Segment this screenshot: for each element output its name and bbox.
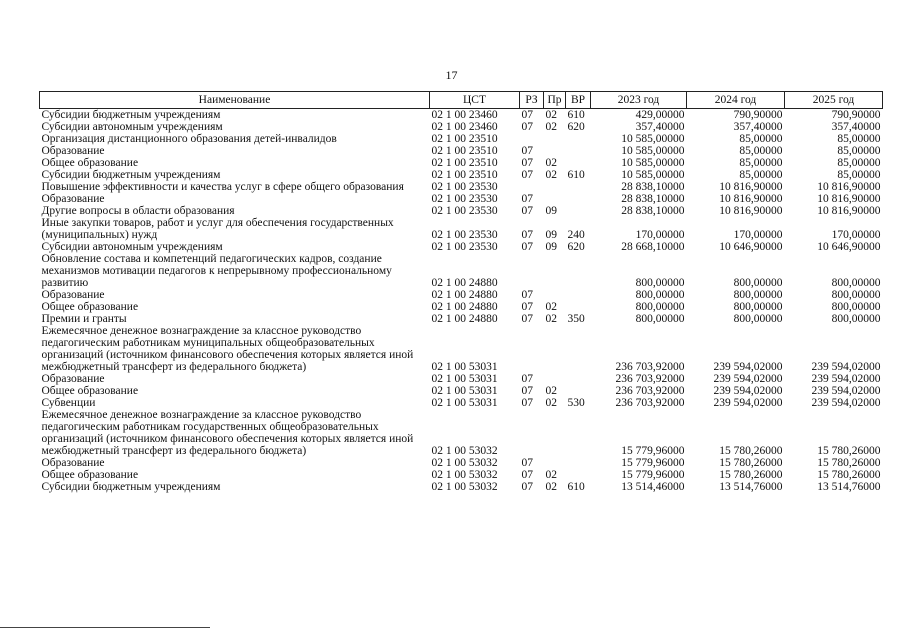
cell-vr [566, 469, 591, 481]
cell-2024: 85,00000 [739, 145, 783, 157]
table-row [40, 121, 883, 133]
table-row [40, 169, 883, 181]
cell-2025: 170,00000 [831, 229, 881, 241]
cell-pr: 02 [545, 385, 557, 397]
cell-2024: 10 816,90000 [719, 193, 783, 205]
cell-rz: 07 [521, 193, 533, 205]
cell-name: Общее образование [41, 157, 139, 169]
cell-2024: 357,40000 [733, 121, 783, 133]
table-row [40, 397, 883, 409]
cell-2023: 28 838,10000 [621, 205, 685, 217]
column-header-name: Наименование [40, 92, 430, 109]
cell-2023: 10 585,00000 [621, 169, 685, 181]
cell-pr [544, 133, 566, 145]
cell-cst: 02 1 00 24880 [431, 289, 498, 301]
cell-pr: 02 [545, 109, 557, 121]
cell-pr [544, 145, 566, 157]
cell-2024: 15 780,26000 [719, 457, 783, 469]
cell-cst: 02 1 00 23460 [431, 121, 498, 133]
cell-cst: 02 1 00 23510 [431, 169, 498, 181]
cell-rz: 07 [521, 469, 533, 481]
cell-2023: 15 779,96000 [621, 445, 685, 457]
cell-pr [544, 181, 566, 193]
table-row [40, 241, 883, 253]
cell-cst: 02 1 00 23510 [431, 145, 498, 157]
cell-rz: 07 [521, 457, 533, 469]
cell-2023: 28 668,10000 [621, 241, 685, 253]
table-row [40, 373, 883, 385]
cell-rz: 07 [521, 313, 533, 325]
cell-vr: 350 [567, 313, 585, 325]
cell-2024: 15 780,26000 [719, 445, 783, 457]
cell-vr [566, 289, 591, 301]
cell-2023: 10 585,00000 [621, 133, 685, 145]
cell-2025: 85,00000 [837, 157, 881, 169]
cell-2024: 800,00000 [733, 301, 783, 313]
cell-vr [566, 253, 591, 289]
budget-table [39, 91, 883, 493]
cell-name: Общее образование [41, 385, 139, 397]
table-row [40, 481, 883, 493]
cell-2023: 429,00000 [635, 109, 685, 121]
cell-pr: 02 [545, 313, 557, 325]
cell-2023: 10 585,00000 [621, 157, 685, 169]
cell-2025: 10 816,90000 [817, 181, 881, 193]
cell-rz: 07 [521, 229, 533, 241]
cell-vr: 620 [567, 121, 585, 133]
cell-2023: 170,00000 [635, 229, 685, 241]
cell-vr: 610 [567, 169, 585, 181]
cell-2023: 357,40000 [635, 121, 685, 133]
cell-pr [544, 373, 566, 385]
cell-cst: 02 1 00 53032 [431, 469, 498, 481]
cell-vr [566, 133, 591, 145]
cell-2024: 85,00000 [739, 157, 783, 169]
cell-cst: 02 1 00 23510 [431, 133, 498, 145]
cell-name: Образование [41, 457, 105, 469]
cell-pr: 02 [545, 301, 557, 313]
cell-pr [544, 253, 566, 289]
cell-2025: 15 780,26000 [817, 445, 881, 457]
cell-name: Субсидии автономным учреждениям [41, 241, 223, 253]
cell-2023: 28 838,10000 [621, 181, 685, 193]
cell-2024: 790,90000 [733, 109, 783, 121]
cell-cst: 02 1 00 23530 [431, 229, 498, 241]
table-row [40, 145, 883, 157]
table-row [40, 385, 883, 397]
column-header-2024: 2024 год [687, 92, 785, 109]
cell-vr [566, 373, 591, 385]
cell-rz: 07 [521, 205, 533, 217]
column-header-2025: 2025 год [785, 92, 883, 109]
cell-pr: 02 [545, 481, 557, 493]
cell-cst: 02 1 00 53031 [431, 385, 498, 397]
table-row [40, 409, 883, 457]
cell-name: Образование [41, 289, 105, 301]
cell-name: Субвенции [41, 397, 96, 409]
page-number: 17 [445, 68, 458, 82]
cell-pr [544, 409, 566, 457]
cell-name: Организация дистанционного образования детей-инвалидов [41, 133, 337, 145]
cell-2024: 170,00000 [733, 229, 783, 241]
column-header-cst: ЦСТ [430, 92, 520, 109]
cell-vr [566, 325, 591, 373]
cell-vr [566, 193, 591, 205]
cell-cst: 02 1 00 24880 [431, 313, 498, 325]
cell-vr [566, 457, 591, 469]
cell-2023: 236 703,92000 [615, 373, 685, 385]
cell-name: Ежемесячное денежное вознаграждение за классное руководство педагогическим работникам государственных общеобразовательных организаций (источником финансового обеспечения которых является иной межбюджетный трансферт из федерального бюджета) [41, 409, 414, 457]
cell-2025: 10 816,90000 [817, 205, 881, 217]
cell-rz: 07 [521, 109, 533, 121]
cell-rz: 07 [521, 157, 533, 169]
cell-2025: 85,00000 [837, 169, 881, 181]
cell-cst: 02 1 00 24880 [431, 301, 498, 313]
cell-pr [544, 325, 566, 373]
cell-2025: 800,00000 [831, 277, 881, 289]
cell-2024: 15 780,26000 [719, 469, 783, 481]
cell-pr [544, 193, 566, 205]
cell-cst: 02 1 00 53031 [431, 373, 498, 385]
table-row [40, 253, 883, 289]
cell-2024: 10 646,90000 [719, 241, 783, 253]
cell-vr [566, 301, 591, 313]
cell-vr [566, 157, 591, 169]
cell-name: Иные закупки товаров, работ и услуг для обеспечения государственных (муниципальных) нужд [41, 217, 394, 241]
cell-2025: 357,40000 [831, 121, 881, 133]
table-row [40, 457, 883, 469]
cell-name: Субсидии бюджетным учреждениям [41, 481, 221, 493]
cell-2025: 15 780,26000 [817, 469, 881, 481]
cell-2024: 800,00000 [733, 313, 783, 325]
cell-pr: 02 [545, 169, 557, 181]
cell-2024: 800,00000 [733, 277, 783, 289]
cell-2023: 236 703,92000 [615, 397, 685, 409]
cell-2025: 790,90000 [831, 109, 881, 121]
cell-name: Субсидии автономным учреждениям [41, 121, 223, 133]
cell-2023: 800,00000 [635, 313, 685, 325]
cell-2023: 15 779,96000 [621, 457, 685, 469]
cell-name: Повышение эффективности и качества услуг в сфере общего образования [41, 181, 404, 193]
cell-name: Премии и гранты [41, 313, 127, 325]
cell-rz: 07 [521, 241, 533, 253]
cell-pr: 09 [545, 229, 557, 241]
cell-2023: 236 703,92000 [615, 385, 685, 397]
cell-vr [566, 385, 591, 397]
cell-vr [566, 181, 591, 193]
cell-cst: 02 1 00 23510 [431, 157, 498, 169]
cell-rz [520, 253, 544, 289]
cell-vr: 240 [567, 229, 585, 241]
cell-name: Субсидии бюджетным учреждениям [41, 109, 221, 121]
cell-pr: 02 [545, 469, 557, 481]
cell-2023: 800,00000 [635, 277, 685, 289]
cell-cst: 02 1 00 23530 [431, 205, 498, 217]
table-row [40, 289, 883, 301]
cell-pr: 02 [545, 121, 557, 133]
cell-2024: 85,00000 [739, 133, 783, 145]
cell-2024: 239 594,02000 [713, 385, 783, 397]
cell-2025: 239 594,02000 [811, 361, 881, 373]
cell-name: Образование [41, 373, 105, 385]
column-header-pr: Пр [544, 92, 566, 109]
cell-vr: 610 [567, 481, 585, 493]
cell-rz: 07 [521, 121, 533, 133]
table-row [40, 181, 883, 193]
cell-cst: 02 1 00 53031 [431, 361, 498, 373]
cell-2025: 800,00000 [831, 313, 881, 325]
cell-name: Другие вопросы в области образования [41, 205, 235, 217]
cell-cst: 02 1 00 23530 [431, 181, 498, 193]
cell-2025: 800,00000 [831, 301, 881, 313]
table-row [40, 313, 883, 325]
cell-2024: 239 594,02000 [713, 373, 783, 385]
cell-vr [566, 145, 591, 157]
table-row [40, 109, 883, 122]
cell-2025: 85,00000 [837, 133, 881, 145]
cell-2023: 236 703,92000 [615, 361, 685, 373]
cell-vr [566, 409, 591, 457]
cell-2024: 10 816,90000 [719, 181, 783, 193]
column-header-vr: ВР [566, 92, 591, 109]
cell-2025: 239 594,02000 [811, 373, 881, 385]
cell-name: Образование [41, 193, 105, 205]
cell-2024: 239 594,02000 [713, 361, 783, 373]
cell-pr [544, 457, 566, 469]
cell-2025: 10 646,90000 [817, 241, 881, 253]
cell-cst: 02 1 00 24880 [431, 277, 498, 289]
cell-2025: 239 594,02000 [811, 397, 881, 409]
cell-pr: 02 [545, 397, 557, 409]
column-header-2023: 2023 год [591, 92, 687, 109]
cell-vr: 610 [567, 109, 585, 121]
table-row [40, 469, 883, 481]
table-row [40, 301, 883, 313]
table-header-row [40, 92, 883, 109]
cell-pr: 09 [545, 241, 557, 253]
table-body [40, 109, 883, 494]
cell-rz [520, 325, 544, 373]
cell-vr: 530 [567, 397, 585, 409]
cell-cst: 02 1 00 53032 [431, 457, 498, 469]
cell-rz: 07 [521, 169, 533, 181]
cell-2025: 10 816,90000 [817, 193, 881, 205]
column-header-rz: РЗ [520, 92, 544, 109]
cell-name: Обновление состава и компетенций педагогических кадров, создание механизмов мотивации педагогов к непрерывному профессиональному развитию [41, 253, 392, 289]
table-row [40, 157, 883, 169]
cell-2025: 13 514,76000 [817, 481, 881, 493]
table-row [40, 193, 883, 205]
cell-vr [566, 205, 591, 217]
cell-vr: 620 [567, 241, 585, 253]
cell-rz: 07 [521, 481, 533, 493]
table-row [40, 205, 883, 217]
cell-2025: 85,00000 [837, 145, 881, 157]
cell-rz [520, 133, 544, 145]
cell-cst: 02 1 00 53032 [431, 481, 498, 493]
cell-rz [520, 409, 544, 457]
table-row [40, 133, 883, 145]
cell-name: Образование [41, 145, 105, 157]
cell-2023: 13 514,46000 [621, 481, 685, 493]
cell-cst: 02 1 00 53032 [431, 445, 498, 457]
cell-2023: 15 779,96000 [621, 469, 685, 481]
table-row [40, 325, 883, 373]
cell-2024: 13 514,76000 [719, 481, 783, 493]
cell-2023: 800,00000 [635, 301, 685, 313]
cell-name: Ежемесячное денежное вознаграждение за классное руководство педагогическим работникам муниципальных общеобразовательных организаций (источником финансового обеспечения которых является иной межбюджетный трансферт из федерального бюджета) [41, 325, 414, 373]
cell-rz: 07 [521, 373, 533, 385]
cell-pr: 09 [545, 205, 557, 217]
footer-rule [0, 627, 210, 628]
cell-name: Общее образование [41, 301, 139, 313]
cell-rz: 07 [521, 301, 533, 313]
cell-2025: 15 780,26000 [817, 457, 881, 469]
cell-rz: 07 [521, 289, 533, 301]
table-row [40, 217, 883, 241]
cell-2024: 239 594,02000 [713, 397, 783, 409]
cell-name: Общее образование [41, 469, 139, 481]
cell-rz [520, 181, 544, 193]
cell-cst: 02 1 00 23460 [431, 109, 498, 121]
cell-pr [544, 289, 566, 301]
cell-rz: 07 [521, 397, 533, 409]
cell-2023: 28 838,10000 [621, 193, 685, 205]
cell-rz: 07 [521, 385, 533, 397]
cell-rz: 07 [521, 145, 533, 157]
cell-2023: 800,00000 [635, 289, 685, 301]
cell-2023: 10 585,00000 [621, 145, 685, 157]
cell-2025: 239 594,02000 [811, 385, 881, 397]
cell-cst: 02 1 00 23530 [431, 241, 498, 253]
cell-name: Субсидии бюджетным учреждениям [41, 169, 221, 181]
cell-cst: 02 1 00 23530 [431, 193, 498, 205]
cell-2024: 800,00000 [733, 289, 783, 301]
cell-cst: 02 1 00 53031 [431, 397, 498, 409]
cell-2025: 800,00000 [831, 289, 881, 301]
cell-pr: 02 [545, 157, 557, 169]
cell-2024: 10 816,90000 [719, 205, 783, 217]
cell-2024: 85,00000 [739, 169, 783, 181]
